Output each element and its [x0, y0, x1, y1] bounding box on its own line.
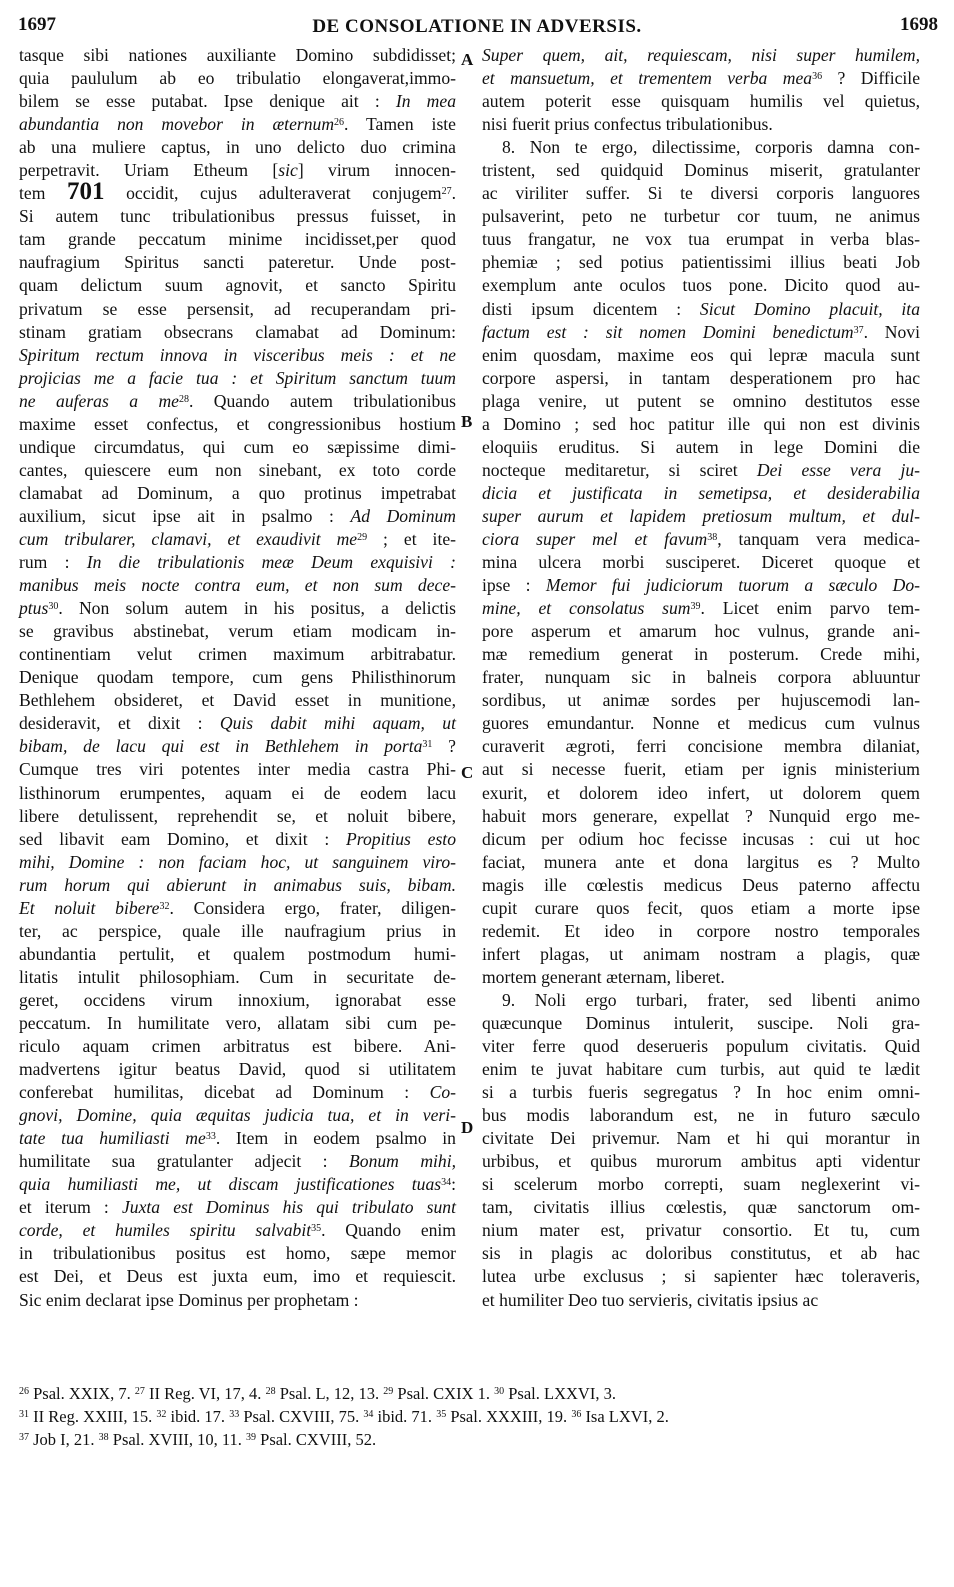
text-line: abundantia non movebor in æternum$^{26}$. Tamen iste: [19, 114, 456, 135]
text-line: Sic enim declarat ipse Dominus per prophetam :: [19, 1289, 359, 1310]
text-line: se gravibus abstinebat, verum etiam modicam in-: [19, 621, 456, 642]
text-line: frater, nunquam sic in balneis corpora abluuntur: [482, 667, 920, 688]
margin-marker-a: A: [461, 50, 474, 69]
text-line: Et noluit bibere$^{32}$. Considera ergo, frater, diligen-: [19, 897, 457, 918]
text-line: quia paululum ab eo tribulatio elongaverat,immo-: [19, 68, 456, 89]
text-line: Bethlehem obsideret, et David esset in munitione,: [19, 690, 456, 711]
text-line: 9. Noli ergo turbari, frater, sed libenti animo: [502, 989, 920, 1010]
text-line: desideravit, et dixit : Quis dabit mihi aquam, ut: [19, 713, 456, 734]
text-line: rum horum qui abierunt in animabus suis, bibam.: [19, 874, 456, 895]
text-line: si scelerum morbo correpti, suam neglexerint vi-: [482, 1174, 920, 1195]
text-line: Si autem tunc tribulationibus pressus fuisset, in: [19, 206, 456, 227]
text-line: magis ille cœlestis medicus Deus paterno affectu: [482, 874, 920, 895]
text-line: bus modis laborandum est, ne in futuro sæculo: [482, 1105, 920, 1126]
text-line: exemplum ante oculos tuos pone. Dicito quod au-: [482, 275, 920, 296]
text-line: ne auferas a $me^{28}$. Quando autem tribulationibus: [19, 390, 456, 411]
text-line: cantes, quiescere eum non sinebant, ex toto corde: [19, 459, 456, 480]
text-line: stinam gratiam obsecrans clamabat ad Dominum:: [19, 321, 456, 342]
text-line: a Domino ; sed hoc patitur ille qui non est divinis: [482, 413, 920, 434]
text-line: nisi fuerit prius confectus tribulationibus.: [482, 114, 773, 135]
text-line: factum est : sit nomen Domini benedictum$^{37}$. Novi: [482, 321, 920, 342]
text-line: tem 701 occidit, cujus adulteraverat conjugem$^{27}$.: [19, 178, 457, 206]
right-column: [482, 44, 920, 1312]
text-line: super aurum et lapidem pretiosum multum, et dul-: [482, 505, 920, 526]
text-line: gnovi, Domine, quia æquitas judicia tua, et in veri-: [19, 1105, 456, 1126]
text-line: geret, occidens virum innoxium, ignorabat esse: [19, 989, 456, 1010]
text-line: tristent, sed quidquid Dominus miserit, gratulanter: [482, 160, 920, 181]
text-line: perpetravit. Uriam Etheum [sic] virum innocen-: [19, 160, 457, 181]
text-line: clamabat ad Dominum, a quo protinus impetrabat: [19, 482, 456, 503]
text-line: dicum per odium hoc fecisse incusas : cui ut hoc: [482, 828, 920, 849]
text-line: phemiæ ; sed potius patientissimi illius beati Job: [482, 252, 920, 273]
text-line: habuit mors generare, expellat ? Nunquid ergo me-: [482, 805, 920, 826]
text-line: faciat, munera ante et dona largitus es ? Multo: [482, 851, 920, 872]
text-line: quam delictum suum agnovit, et sancto Spiritu: [19, 275, 456, 296]
text-line: curaverit ægroti, ferri concisione membra dilaniat,: [482, 736, 920, 757]
text-line: enim quosdam, maxime eos qui lepræ macula sunt: [482, 344, 920, 365]
text-line: 8. Non te ergo, dilectissime, corporis damna con-: [502, 137, 920, 158]
left-column: [19, 44, 456, 1312]
running-title: DE CONSOLATIONE IN ADVERSIS.: [312, 16, 642, 37]
text-line: abundantia pertulit, et qualem postmodum humi-: [19, 943, 456, 964]
page-number-right: 1698: [900, 14, 938, 35]
text-line: tasque sibi nationes auxiliante Domino subdidisset;: [19, 45, 456, 65]
text-line: et humiliter Deo tuo servieris, civitatis ipsius ac: [482, 1289, 819, 1310]
text-line: bilem se esse putabat. Ipse denique ait : In mea: [19, 91, 456, 112]
text-line: mine, et consolatus sum$^{39}$. Licet enim parvo tem-: [482, 598, 920, 619]
text-line: continentiam velut crimen maximum arbitrabatur.: [19, 644, 456, 665]
text-line: et mansuetum, et trementem verba mea$^{36}$ ? Difficile: [482, 68, 921, 89]
text-line: ter, ac perspice, quale ille naufragium prius in: [19, 920, 456, 941]
text-line: auxilium, sicut ipse ait in psalmo : Ad Dominum: [19, 505, 456, 526]
text-line: mihi, Domine : non faciam hoc, ut sanguinem viro-: [19, 851, 456, 872]
text-line: sordibus, ut animæ sordes per hujuscemodi lan-: [482, 690, 920, 711]
text-line: si a turbis fueris segregatus ? In hoc enim omni-: [482, 1082, 920, 1103]
text-line: rum : In die tribulationis meæ Deum exquisivi :: [19, 552, 456, 573]
text-line: litatis intulit philosophiam. Cum in securitate de-: [19, 966, 456, 987]
text-line: projicias me a facie tua : et Spiritum sanctum tuum: [19, 367, 456, 388]
text-line: nium mater est, privatur consortio. Et tu, cum: [482, 1220, 920, 1241]
text-line: bibam, de lacu qui est in Bethlehem in porta$^{31}$ ?: [19, 736, 456, 757]
text-line: cum tribularer, clamavi, et exaudivit $me^{29}$ ; et ite-: [19, 528, 456, 549]
footnotes: [19, 1382, 939, 1451]
text-line: exurit, et dolorem ideo infert, ut dolorem quem: [482, 782, 920, 803]
text-line: riculo aquam crimen arbitratus est bibere. Ani-: [19, 1036, 456, 1057]
text-line: mina ulcera morbi susciperet. Diceret quoque et: [482, 552, 920, 573]
text-line: enim te juvat habitare cum turbis, aut quid te lædit: [482, 1059, 920, 1080]
text-line: dicia et justificata in semetipsa, et desiderabilia: [482, 482, 920, 503]
text-line: lutea urbe exclusus ; si sapienter hæc toleraveris,: [482, 1266, 920, 1287]
text-line: aut si necesse fuerit, etiam per ignis ministerium: [482, 759, 920, 780]
text-line: $^{31}$ II Reg. XXIII, 15. $^{32}$ ibid. 17. $^{33}$ Psal. CXVIII, 75. $^{34}$ ibid. 71. $^{35}$ Psal. XXXIII, 19. $^{36}$ Isa LXVI, 2.: [19, 1407, 669, 1426]
text-line: tam, civitatis illius cœlestis, quæ sanctorum om-: [482, 1197, 920, 1218]
text-line: $^{37}$ Job I, 21. $^{38}$ Psal. XVIII, 10, 11. $^{39}$ Psal. CXVIII, 52.: [19, 1430, 377, 1449]
text-line: sed libavit eam Domino, et dixit : Propitius esto: [19, 828, 456, 849]
text-line: quæcunque Dominus intulerit, suscipe. Noli gra-: [482, 1012, 920, 1033]
text-line: civitate Dei privemur. Nam et hi qui morantur in: [482, 1128, 920, 1149]
text-line: ab una muliere captus, in uno delicto duo crimina: [19, 137, 456, 158]
text-line: urbibus, et quibus murorum ambitus apti videntur: [482, 1151, 920, 1172]
text-line: madvertens igitur beatus David, quod si utilitatem: [19, 1059, 456, 1080]
margin-marker-c: C: [461, 763, 474, 782]
text-line: nocteque meditaretur, si sciret Dei esse vera ju-: [482, 459, 921, 480]
margin-marker-d: D: [461, 1118, 474, 1137]
text-line: cupit curare quos fecit, quos etiam a morte ipse: [482, 897, 920, 918]
text-line: tate tua humiliasti $me^{33}$. Item in eodem psalmo in: [19, 1128, 456, 1149]
text-line: ipse : Memor fui judiciorum tuorum a sæculo Do-: [482, 575, 920, 596]
text-line: mæ remedium generat in posterum. Crede mihi,: [482, 644, 920, 665]
text-line: et iterum : Juxta est Dominus his qui tribulato sunt: [19, 1197, 456, 1218]
text-line: pore asperum et amarum hoc vulnus, grande ani-: [482, 621, 920, 642]
text-line: peccatum. In humilitate vero, allatam sibi cum pe-: [19, 1012, 456, 1033]
text-line: manibus meis nocte contra eum, et non sum dece-: [19, 575, 456, 596]
page-number-left: 1697: [18, 14, 56, 35]
text-line: in tribulationibus positus est homo, sæpe memor: [19, 1243, 456, 1264]
text-line: conferebat humilitas, dicebat ad Dominum : Co-: [19, 1082, 456, 1103]
text-line: eloquiis eruditus. Si autem in lege Domini die: [482, 436, 920, 457]
text-line: autem poterit esse quisquam humilis vel quietus,: [482, 91, 920, 112]
text-line: Spiritum rectum innova in visceribus meis : et ne: [19, 344, 456, 365]
text-line: viter ferre quod deserueris populum civitatis. Quid: [482, 1036, 920, 1057]
text-line: corde, et humiles spiritu salvabit$^{35}$. Quando enim: [19, 1220, 456, 1241]
text-line: tam grande peccatum minime incidisset,per quod: [19, 229, 456, 250]
text-line: ciora super mel et favum$^{38}$, tanquam vera medica-: [482, 528, 920, 549]
text-line: corpore aspersi, in tantam desperationem pro hac: [482, 367, 920, 388]
text-line: sis in plagis ac doloribus constitutus, et ab hac: [482, 1243, 920, 1264]
text-line: guores emundantur. Nonne et medicus cum vulnus: [482, 713, 920, 734]
text-line: est Dei, et Deus est juxta eum, imo et requiescit.: [19, 1266, 456, 1287]
text-line: $^{26}$ Psal. XXIX, 7. $^{27}$ II Reg. VI, 17, 4. $^{28}$ Psal. L, 12, 13. $^{29}$ Psal. CXIX 1. $^{30}$ Psal. LXXVI, 3.: [19, 1384, 616, 1403]
text-line: undique circumdatus, qui cum eo sæpissime dimi-: [19, 436, 456, 457]
text-line: mortem generant æternam, liberet.: [482, 966, 725, 987]
text-line: disti ipsum dicentem : Sicut Domino placuit, ita: [482, 298, 920, 319]
text-line: plaga venire, ut putent se omnino destitutos esse: [482, 390, 920, 411]
text-line: humilitate sua gratulanter adjecit : Bonum mihi,: [19, 1151, 457, 1172]
text-line: libere detulissent, reprehendit se, et noluit bibere,: [19, 805, 456, 826]
text-line: quia humiliasti me, ut discam justificationes tuas$^{34}$:: [19, 1174, 456, 1195]
text-line: listhinorum erumpentes, aquam ei de eodem lacu: [19, 782, 456, 803]
text-line: pulsaverint, peto ne turbetur cor tuum, ne animus: [482, 206, 920, 227]
margin-marker-b: B: [461, 412, 473, 431]
text-line: Denique quodam tempore, cum gens Philisthinorum: [19, 667, 456, 688]
text-line: naufragium Spiritus sancti pateretur. Unde post-: [19, 252, 456, 273]
text-line: tuus frangatur, ne vox tua erumpat in verba blas-: [482, 229, 920, 250]
text-line: redemit. Et ideo in corpore nostro temporales: [482, 920, 920, 941]
text-line: ptus$^{30}$. Non solum autem in his positus, a delictis: [19, 598, 456, 619]
text-line: Super quem, ait, requiescam, nisi super humilem,: [482, 45, 920, 65]
text-line: maxime esset confectus, et congressionibus hostium: [19, 413, 456, 434]
text-line: ac viriliter suffer. Si te diversi corporis languores: [482, 183, 920, 204]
text-line: privatum se esse persensit, ad recuperandam pri-: [19, 298, 456, 319]
text-line: infert plagas, ut animam nostram a plagis, quæ: [482, 943, 920, 964]
text-line: Cumque tres viri potentes inter media castra Phi-: [19, 759, 456, 780]
